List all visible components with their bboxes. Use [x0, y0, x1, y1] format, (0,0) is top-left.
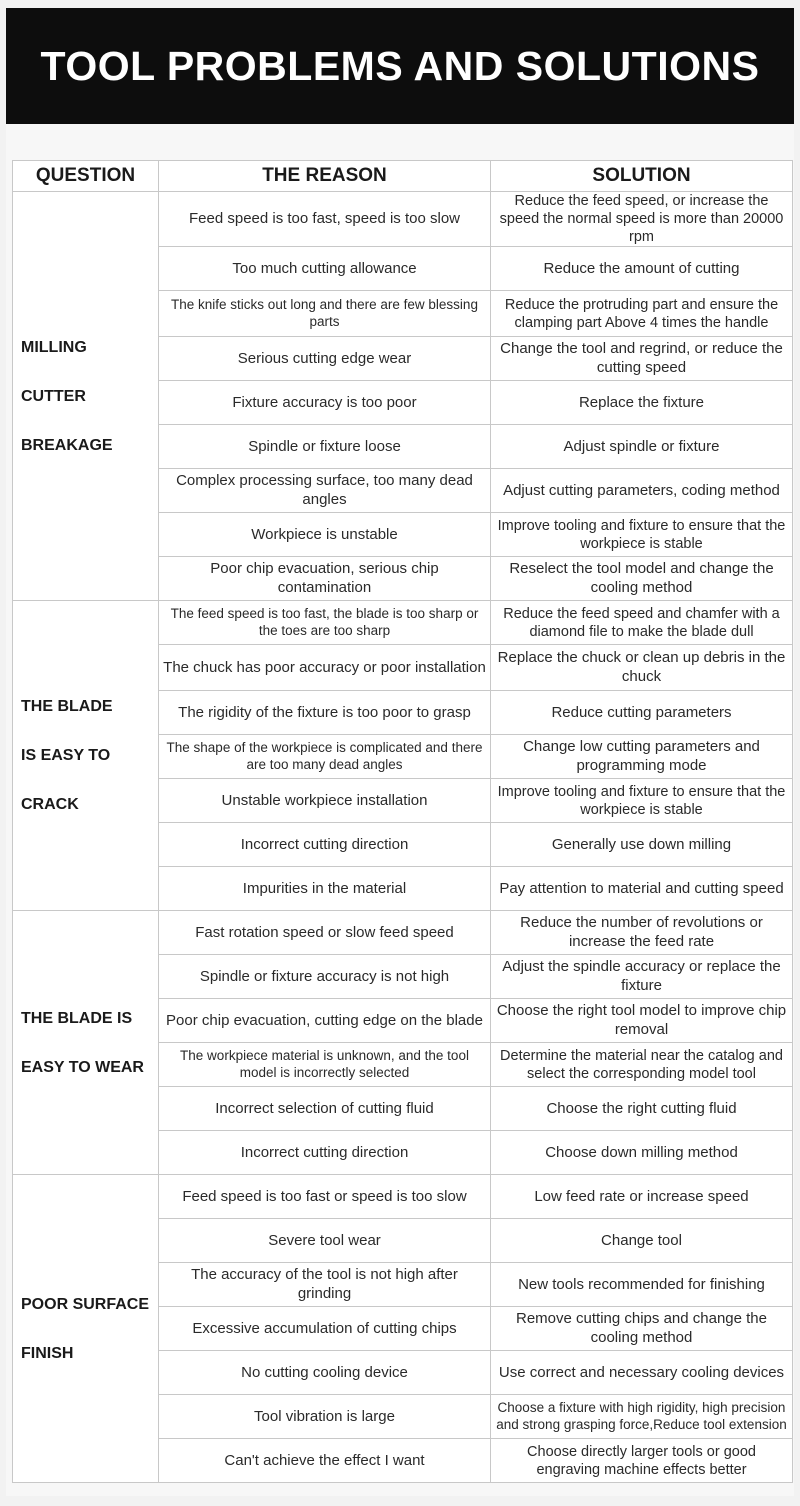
reason-cell: Poor chip evacuation, cutting edge on the blade	[159, 999, 491, 1043]
table-row	[13, 192, 793, 247]
reason-cell: Can't achieve the effect I want	[159, 1439, 491, 1483]
solution-cell: Reduce the amount of cutting	[491, 247, 793, 291]
reason-cell: The workpiece material is unknown, and the tool model is incorrectly selected	[159, 1043, 491, 1087]
question-line: CUTTER	[21, 387, 86, 405]
reason-cell: Fixture accuracy is too poor	[159, 381, 491, 425]
table-body	[13, 192, 793, 1483]
solution-cell: Reduce the feed speed and chamfer with a diamond file to make the blade dull	[491, 601, 793, 645]
question-line: EASY TO WEAR	[21, 1058, 144, 1076]
solution-cell: Adjust the spindle accuracy or replace the fixture	[491, 955, 793, 999]
reason-cell: The feed speed is too fast, the blade is too sharp or the toes are too sharp	[159, 601, 491, 645]
reason-cell: Poor chip evacuation, serious chip contamination	[159, 557, 491, 601]
solution-cell: Choose the right tool model to improve chip removal	[491, 999, 793, 1043]
column-header-solution: SOLUTION	[491, 161, 793, 192]
solution-cell: Improve tooling and fixture to ensure that the workpiece is stable	[491, 779, 793, 823]
solution-cell: New tools recommended for finishing	[491, 1263, 793, 1307]
question-cell	[13, 1175, 159, 1483]
reason-cell: Feed speed is too fast, speed is too slow	[159, 192, 491, 247]
reason-cell: Feed speed is too fast or speed is too slow	[159, 1175, 491, 1219]
solution-cell: Generally use down milling	[491, 823, 793, 867]
reason-cell: Excessive accumulation of cutting chips	[159, 1307, 491, 1351]
column-header-question: QUESTION	[13, 161, 159, 192]
table-row	[13, 601, 793, 645]
reason-cell: Severe tool wear	[159, 1219, 491, 1263]
solution-cell: Reduce the protruding part and ensure the clamping part Above 4 times the handle	[491, 291, 793, 337]
table-row	[13, 1175, 793, 1219]
question-line: FINISH	[21, 1344, 74, 1362]
reason-cell: Spindle or fixture loose	[159, 425, 491, 469]
reason-cell: Fast rotation speed or slow feed speed	[159, 911, 491, 955]
reason-cell: Incorrect cutting direction	[159, 1131, 491, 1175]
problems-table	[12, 160, 793, 1483]
reason-cell: Impurities in the material	[159, 867, 491, 911]
question-line: IS EASY TO	[21, 747, 111, 765]
reason-cell: Workpiece is unstable	[159, 513, 491, 557]
solution-cell: Determine the material near the catalog and select the corresponding model tool	[491, 1043, 793, 1087]
reason-cell: Complex processing surface, too many dead angles	[159, 469, 491, 513]
reason-cell: Tool vibration is large	[159, 1395, 491, 1439]
reason-cell: No cutting cooling device	[159, 1351, 491, 1395]
question-cell	[13, 192, 159, 601]
question-line: BREAKAGE	[21, 436, 113, 454]
page-title: TOOL PROBLEMS AND SOLUTIONS	[40, 42, 760, 89]
header-row	[13, 161, 793, 192]
solution-cell: Remove cutting chips and change the cooling method	[491, 1307, 793, 1351]
solution-cell: Choose a fixture with high rigidity, high precision and strong grasping force,Reduce tool extension	[491, 1395, 793, 1439]
reason-cell: The knife sticks out long and there are few blessing parts	[159, 291, 491, 337]
reason-cell: Spindle or fixture accuracy is not high	[159, 955, 491, 999]
reason-cell: The accuracy of the tool is not high after grinding	[159, 1263, 491, 1307]
solution-cell: Change low cutting parameters and programming mode	[491, 735, 793, 779]
title-banner	[6, 8, 794, 124]
solution-cell: Use correct and necessary cooling devices	[491, 1351, 793, 1395]
solution-cell: Change tool	[491, 1219, 793, 1263]
solution-cell: Low feed rate or increase speed	[491, 1175, 793, 1219]
reason-cell: Incorrect selection of cutting fluid	[159, 1087, 491, 1131]
question-line: CRACK	[21, 796, 79, 814]
solution-cell: Reduce cutting parameters	[491, 691, 793, 735]
solution-cell: Replace the fixture	[491, 381, 793, 425]
solution-cell: Change the tool and regrind, or reduce the cutting speed	[491, 337, 793, 381]
reason-cell: The shape of the workpiece is complicated and there are too many dead angles	[159, 735, 491, 779]
column-header-reason: THE REASON	[159, 161, 491, 192]
table-row	[13, 911, 793, 955]
question-cell	[13, 911, 159, 1175]
question-line: THE BLADE	[21, 698, 113, 716]
solution-cell: Improve tooling and fixture to ensure that the workpiece is stable	[491, 513, 793, 557]
question-line: POOR SURFACE	[21, 1295, 150, 1313]
reason-cell: Unstable workpiece installation	[159, 779, 491, 823]
question-cell	[13, 601, 159, 911]
reason-cell: Too much cutting allowance	[159, 247, 491, 291]
solution-cell: Adjust cutting parameters, coding method	[491, 469, 793, 513]
reason-cell: The rigidity of the fixture is too poor to grasp	[159, 691, 491, 735]
reason-cell: The chuck has poor accuracy or poor installation	[159, 645, 491, 691]
solution-cell: Reduce the feed speed, or increase the speed the normal speed is more than 20000 rpm	[491, 192, 793, 247]
solution-cell: Reduce the number of revolutions or increase the feed rate	[491, 911, 793, 955]
reason-cell: Serious cutting edge wear	[159, 337, 491, 381]
solution-cell: Choose directly larger tools or good engraving machine effects better	[491, 1439, 793, 1483]
solution-cell: Choose the right cutting fluid	[491, 1087, 793, 1131]
solution-cell: Reselect the tool model and change the cooling method	[491, 557, 793, 601]
reason-cell: Incorrect cutting direction	[159, 823, 491, 867]
solution-cell: Adjust spindle or fixture	[491, 425, 793, 469]
question-line: THE BLADE IS	[21, 1009, 133, 1027]
solution-cell: Pay attention to material and cutting speed	[491, 867, 793, 911]
question-line: MILLING	[21, 338, 87, 356]
solution-cell: Choose down milling method	[491, 1131, 793, 1175]
solution-cell: Replace the chuck or clean up debris in the chuck	[491, 645, 793, 691]
